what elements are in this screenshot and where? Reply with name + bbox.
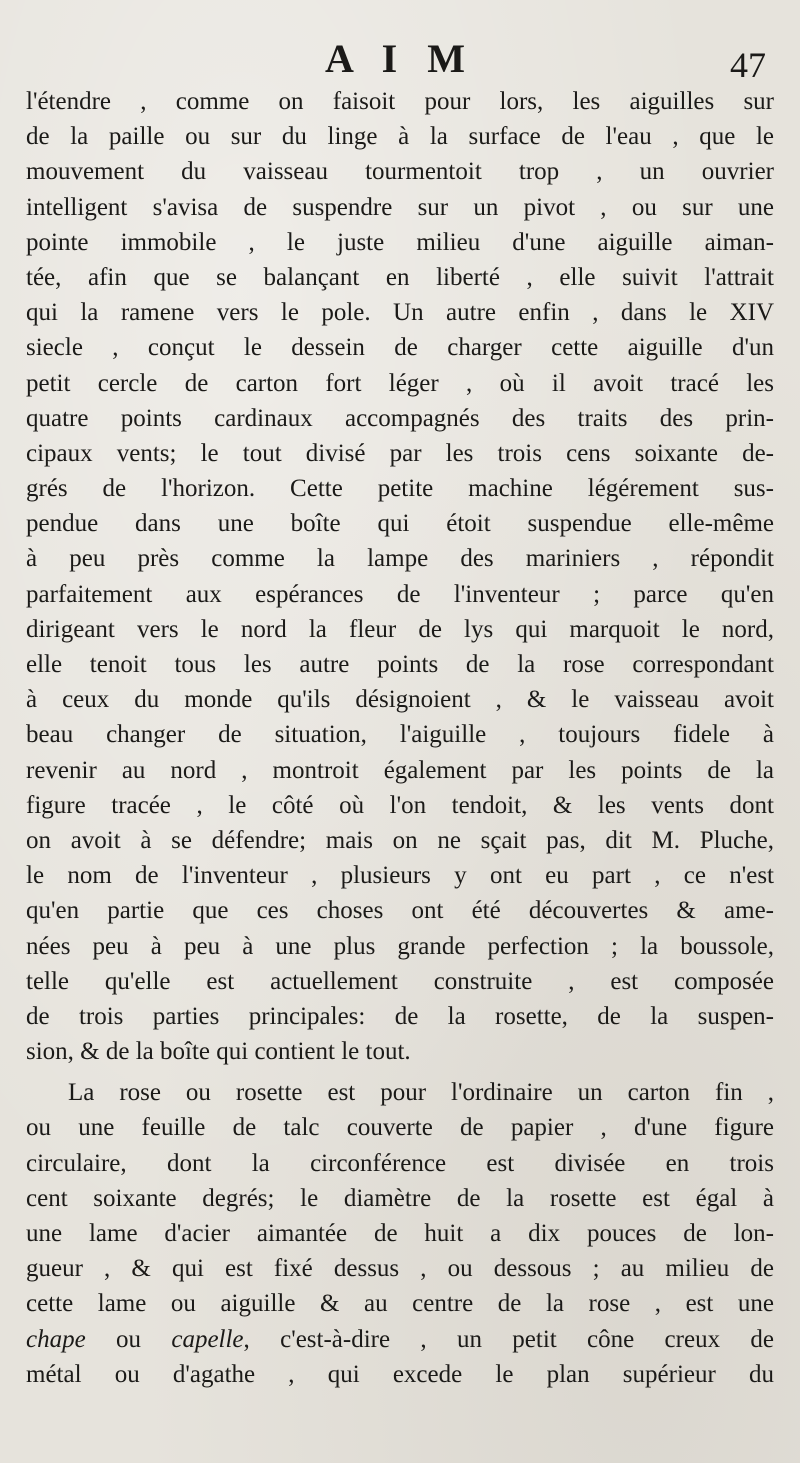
text-line: l'étendre , comme on faisoit pour lors, les aiguilles sur <box>26 88 774 115</box>
italic-term-capelle: capelle <box>171 1325 244 1353</box>
body-text <box>26 84 774 1392</box>
text-line: cette lame ou aiguille & au centre de la rose , est une <box>26 1290 774 1318</box>
line-remainder: , c'est-à-dire , un petit cône creux de <box>243 1325 774 1353</box>
text-line: une lame d'acier aimantée de huit a dix pouces de lon- <box>26 1220 774 1247</box>
text-line: de trois parties principales: de la rosette, de la suspen- <box>26 1002 774 1030</box>
text-line: qui la ramene vers le pole. Un autre enfin , dans le XIV <box>26 299 774 327</box>
text-line: pendue dans une boîte qui étoit suspendue elle-même <box>26 510 774 538</box>
running-title: A I M <box>325 36 475 81</box>
italic-term-chape: chape <box>26 1325 86 1353</box>
text-line: nées peu à peu à une plus grande perfection ; la boussole, <box>26 932 774 960</box>
text-line-with-italic-terms <box>26 1322 774 1357</box>
text-line: parfaitement aux espérances de l'inventeur ; parce qu'en <box>26 580 774 608</box>
text-line: La rose ou rosette est pour l'ordinaire un carton fin , <box>68 1079 774 1107</box>
text-line: tée, afin que se balançant en liberté , elle suivit l'attrait <box>26 263 774 291</box>
text-line: intelligent s'avisa de suspendre sur un pivot , ou sur une <box>26 193 774 221</box>
text-line: elle tenoit tous les autre points de la rose correspondant <box>26 651 774 678</box>
text-line: on avoit à se défendre; mais on ne sçait pas, dit M. Pluche, <box>26 826 774 854</box>
text-line: cent soixante degrés; le diamètre de la rosette est égal à <box>26 1184 774 1212</box>
text-line: dirigeant vers le nord la fleur de lys qui marquoit le nord, <box>26 615 774 643</box>
text-line: figure tracée , le côté où l'on tendoit, & les vents dont <box>26 791 774 819</box>
text-line: mouvement du vaisseau tourmentoit trop , un ouvrier <box>26 158 774 186</box>
text-line: circulaire, dont la circonférence est divisée en trois <box>26 1149 774 1177</box>
text-line: ou une feuille de talc couverte de papier , d'une figure <box>26 1114 774 1142</box>
text-line: cipaux vents; le tout divisé par les trois cens soixante de- <box>26 439 774 467</box>
running-head <box>0 34 800 84</box>
text-line: le nom de l'inventeur , plusieurs y ont eu part , ce n'est <box>26 862 774 890</box>
conjunction: ou <box>85 1325 172 1353</box>
text-line: à ceux du monde qu'ils désignoient , & le vaisseau avoit <box>26 686 774 714</box>
text-line: beau changer de situation, l'aiguille , toujours fidele à <box>26 721 774 749</box>
text-line: revenir au nord , montroit également par les points de la <box>26 756 774 784</box>
text-line: quatre points cardinaux accompagnés des traits des prin- <box>26 404 774 432</box>
text-line: sion, & de la boîte qui contient le tout. <box>26 1038 411 1066</box>
text-line: gueur , & qui est fixé dessus , ou dessous ; au milieu de <box>26 1255 774 1283</box>
paragraph-rose-description <box>26 1075 774 1392</box>
text-line: pointe immobile , le juste milieu d'une aiguille aiman- <box>26 228 774 256</box>
text-line: siecle , conçut le dessein de charger cette aiguille d'un <box>26 334 774 362</box>
text-line: de la paille ou sur du linge à la surface de l'eau , que le <box>26 123 774 151</box>
text-line: à peu près comme la lampe des mariniers , répondit <box>26 545 774 573</box>
text-line: telle qu'elle est actuellement construite , est composée <box>26 967 774 995</box>
text-line: métal ou d'agathe , qui excede le plan supérieur du <box>26 1360 774 1388</box>
paragraph-compass-history <box>26 84 774 1069</box>
text-line: qu'en partie que ces choses ont été découvertes & ame- <box>26 897 774 925</box>
text-line: grés de l'horizon. Cette petite machine légérement sus- <box>26 475 774 503</box>
text-line: petit cercle de carton fort léger , où il avoit tracé les <box>26 369 774 397</box>
page-number: 47 <box>730 45 766 85</box>
